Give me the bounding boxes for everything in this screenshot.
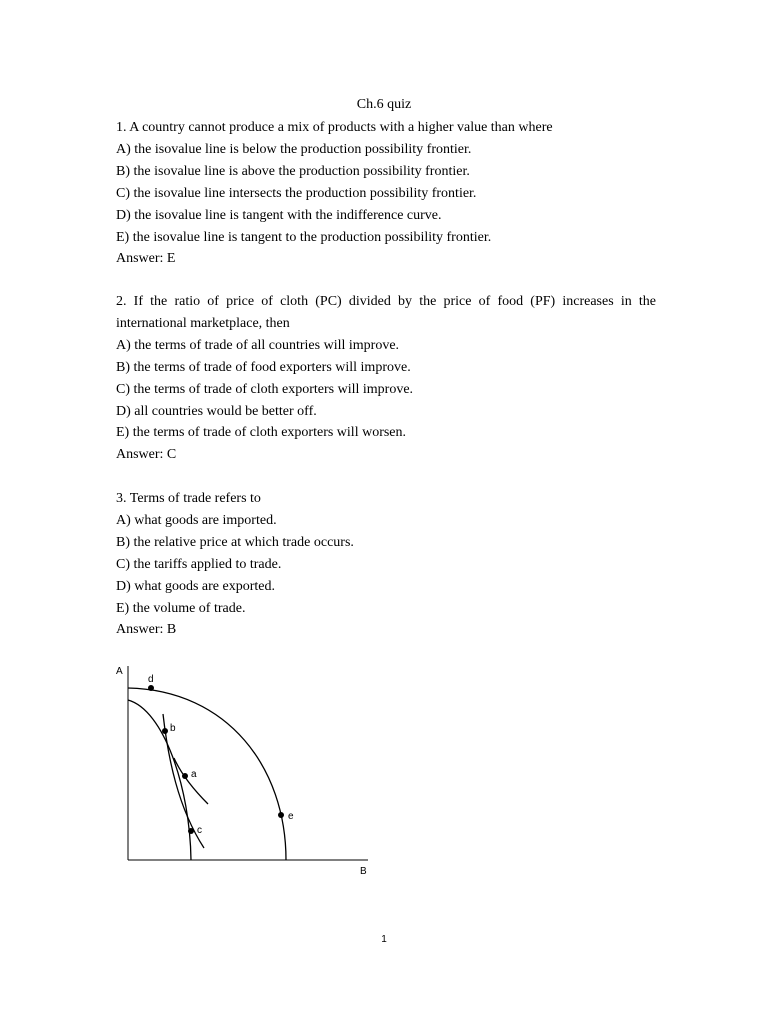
option-d: D) what goods are exported. (116, 578, 276, 594)
option-d: D) all countries would be better off. (116, 403, 317, 419)
answer: Answer: E (116, 251, 176, 267)
option-e: E) the volume of trade. (116, 600, 246, 616)
option-a: A) what goods are imported. (116, 512, 277, 528)
page-number: 1 (381, 934, 387, 945)
point-label-d: d (148, 674, 154, 685)
answer: Answer: B (116, 622, 177, 638)
option-d: D) the isovalue line is tangent with the indifference curve. (116, 207, 442, 223)
option-b: B) the isovalue line is above the production possibility frontier. (116, 163, 470, 179)
point-label-c: c (197, 825, 202, 836)
option-e: E) the isovalue line is tangent to the production possibility frontier. (116, 229, 492, 245)
point-d (148, 685, 154, 691)
option-a: A) the terms of trade of all countries will improve. (116, 337, 400, 353)
page-title: Ch.6 quiz (356, 97, 412, 112)
point-b (162, 728, 168, 734)
point-label-e: e (288, 811, 294, 822)
option-b: B) the relative price at which trade occurs. (116, 534, 354, 550)
point-label-b: b (170, 723, 176, 734)
point-c (188, 828, 194, 834)
option-c: C) the terms of trade of cloth exporters will improve. (116, 381, 414, 397)
outer-ppf-curve (128, 688, 286, 860)
question-1 (116, 117, 656, 270)
option-c: C) the tariffs applied to trade. (116, 556, 282, 572)
point-e (278, 812, 284, 818)
option-e: E) the terms of trade of cloth exporters will worsen. (116, 425, 407, 441)
option-c: C) the isovalue line intersects the production possibility frontier. (116, 185, 477, 201)
ppf-diagram (108, 658, 378, 880)
x-axis-label: B (360, 866, 367, 877)
curve-segment-a (174, 758, 208, 804)
point-a (182, 773, 188, 779)
answer: Answer: C (116, 447, 177, 463)
question-stem: 2. If the ratio of price of cloth (PC) divided by the price of food (PF) increases in the international marketplace, then (116, 294, 656, 331)
option-a: A) the isovalue line is below the production possibility frontier. (116, 141, 472, 157)
question-stem: 1. A country cannot produce a mix of products with a higher value than where (116, 120, 553, 135)
option-b: B) the terms of trade of food exporters will improve. (116, 359, 411, 375)
question-3 (116, 488, 656, 641)
question-stem: 3. Terms of trade refers to (116, 491, 261, 506)
point-label-a: a (191, 769, 197, 780)
y-axis-label: A (116, 666, 123, 677)
inner-ppf-curve (128, 700, 191, 860)
question-2 (116, 291, 656, 466)
